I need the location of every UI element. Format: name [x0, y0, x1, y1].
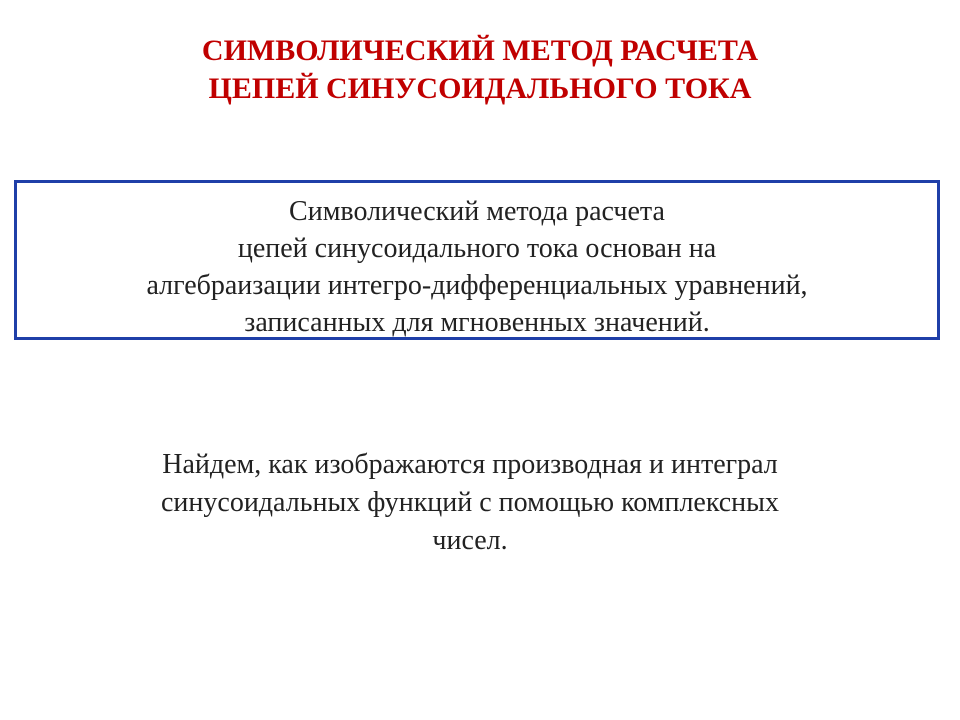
definition-line-4: записанных для мгновенных значений. — [244, 307, 710, 338]
definition-box — [14, 180, 940, 340]
lead-line-1: Найдем, как изображаются производная и интеграл — [162, 449, 778, 480]
slide-title — [0, 32, 960, 108]
lead-line-3: чисел. — [432, 525, 508, 556]
lead-paragraph — [0, 446, 940, 560]
slide-title-line-2: ЦЕПЕЙ СИНУСОИДАЛЬНОГО ТОКА — [208, 72, 752, 105]
slide-title-line-1: СИМВОЛИЧЕСКИЙ МЕТОД РАСЧЕТА — [201, 34, 759, 67]
definition-line-1: Символический метода расчета — [289, 196, 665, 227]
lead-line-2: синусоидальных функций с помощью комплексных — [161, 487, 779, 518]
definition-line-3: алгебраизации интегро-дифференциальных уравнений, — [146, 270, 808, 301]
definition-text — [17, 193, 937, 341]
definition-line-2: цепей синусоидального тока основан на — [237, 233, 717, 264]
